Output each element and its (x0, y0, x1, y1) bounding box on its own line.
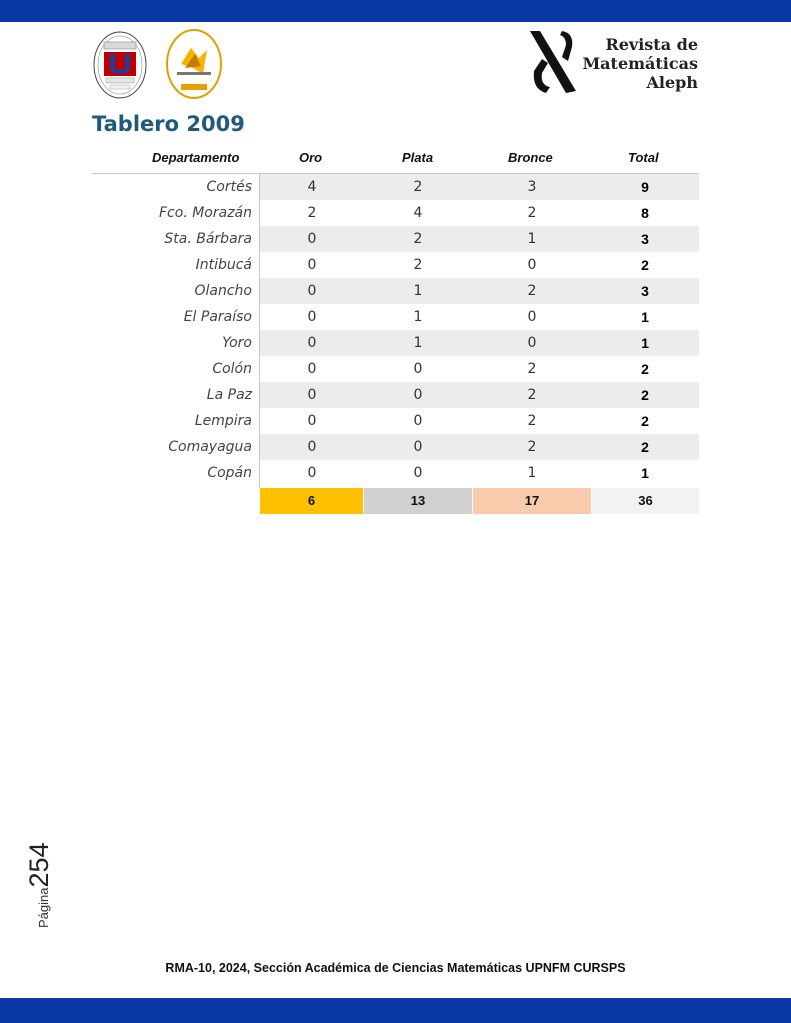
cell-bronce: 0 (527, 335, 537, 351)
table-row (0, 330, 791, 356)
cell-total: 2 (641, 387, 649, 403)
cell-departamento: Comayagua (168, 439, 252, 455)
cell-bronce: 2 (527, 413, 537, 429)
table-row (0, 304, 791, 330)
cell-bronce: 3 (527, 179, 537, 195)
column-header-plata: Plata (402, 150, 434, 165)
journal-name (580, 35, 698, 92)
cell-total: 1 (641, 465, 649, 481)
cell-plata: 0 (413, 439, 423, 455)
table-row (0, 278, 791, 304)
cell-total: 1 (641, 309, 649, 325)
column-header-oro: Oro (299, 150, 323, 165)
column-header-bronce: Bronce (508, 150, 553, 165)
cell-oro: 4 (307, 179, 317, 195)
column-header-total: Total (628, 150, 659, 165)
cell-bronce: 0 (527, 309, 537, 325)
brand-line-1: Revista de (605, 35, 698, 54)
cell-plata: 0 (413, 361, 423, 377)
cell-bronce: 2 (527, 283, 537, 299)
cell-oro: 0 (307, 231, 317, 247)
total-plata: 13 (364, 488, 472, 514)
cell-total: 9 (641, 179, 649, 195)
cell-departamento: Lempira (194, 413, 252, 429)
table-row (0, 252, 791, 278)
cell-total: 1 (641, 335, 649, 351)
totals-row (0, 488, 791, 514)
cell-departamento: Cortés (206, 179, 252, 195)
column-header-departamento: Departamento (152, 150, 240, 165)
cell-departamento: La Paz (206, 387, 252, 403)
footer-citation: RMA-10, 2024, Sección Académica de Ciencias Matemáticas UPNFM CURSPS (165, 961, 626, 975)
cell-plata: 1 (413, 335, 423, 351)
cell-total: 3 (641, 283, 649, 299)
aleph-journal-logo (526, 27, 702, 101)
cell-total: 8 (641, 205, 649, 221)
table-row (0, 382, 791, 408)
cell-oro: 0 (307, 465, 317, 481)
cell-departamento: Copán (207, 465, 252, 481)
brand-line-2: Matemáticas (582, 54, 698, 73)
cell-plata: 1 (413, 309, 423, 325)
page-number-label (24, 830, 64, 930)
cell-bronce: 2 (527, 439, 537, 455)
table-title: Tablero 2009 (92, 112, 245, 136)
cell-oro: 0 (307, 361, 317, 377)
cell-oro: 2 (307, 205, 317, 221)
cell-departamento: Sta. Bárbara (164, 231, 252, 247)
total-total: 36 (592, 488, 699, 514)
cell-total: 3 (641, 231, 649, 247)
cell-plata: 0 (413, 465, 423, 481)
cell-departamento: Fco. Morazán (159, 205, 252, 221)
cell-bronce: 1 (527, 465, 537, 481)
upnfm-logo (165, 28, 223, 100)
cell-plata: 1 (413, 283, 423, 299)
table-row (0, 408, 791, 434)
aleph-icon (526, 27, 584, 99)
total-oro: 6 (260, 488, 363, 514)
cell-oro: 0 (307, 413, 317, 429)
cell-departamento: Colón (212, 361, 252, 377)
cell-bronce: 0 (527, 257, 537, 273)
university-seal-logo (92, 30, 148, 100)
cell-departamento: Yoro (222, 335, 252, 351)
cell-total: 2 (641, 361, 649, 377)
page-number: 254 (24, 842, 54, 888)
table-row (0, 460, 791, 486)
top-banner-bar (0, 0, 791, 22)
cell-departamento: El Paraíso (183, 309, 252, 325)
table-row (0, 356, 791, 382)
table-row (0, 226, 791, 252)
cell-total: 2 (641, 413, 649, 429)
table-header-row (0, 146, 791, 170)
cell-bronce: 2 (527, 205, 537, 221)
cell-plata: 0 (413, 387, 423, 403)
cell-oro: 0 (307, 257, 317, 273)
cell-plata: 4 (413, 205, 423, 221)
cell-departamento: Olancho (194, 283, 252, 299)
total-bronce: 17 (473, 488, 591, 514)
cell-oro: 0 (307, 387, 317, 403)
cell-total: 2 (641, 439, 649, 455)
cell-plata: 0 (413, 413, 423, 429)
cell-departamento: Intibucá (195, 257, 252, 273)
bottom-banner-bar (0, 998, 791, 1023)
cell-oro: 0 (307, 283, 317, 299)
cell-oro: 0 (307, 335, 317, 351)
department-column-divider (259, 174, 260, 488)
cell-bronce: 2 (527, 387, 537, 403)
cell-bronce: 1 (527, 231, 537, 247)
cell-oro: 0 (307, 439, 317, 455)
cell-plata: 2 (413, 231, 423, 247)
table-row (0, 200, 791, 226)
cell-plata: 2 (413, 257, 423, 273)
brand-line-3: Aleph (646, 73, 698, 92)
cell-plata: 2 (413, 179, 423, 195)
page-word: Página (36, 887, 51, 928)
table-row (0, 434, 791, 460)
cell-oro: 0 (307, 309, 317, 325)
cell-bronce: 2 (527, 361, 537, 377)
cell-total: 2 (641, 257, 649, 273)
table-row (0, 174, 791, 200)
